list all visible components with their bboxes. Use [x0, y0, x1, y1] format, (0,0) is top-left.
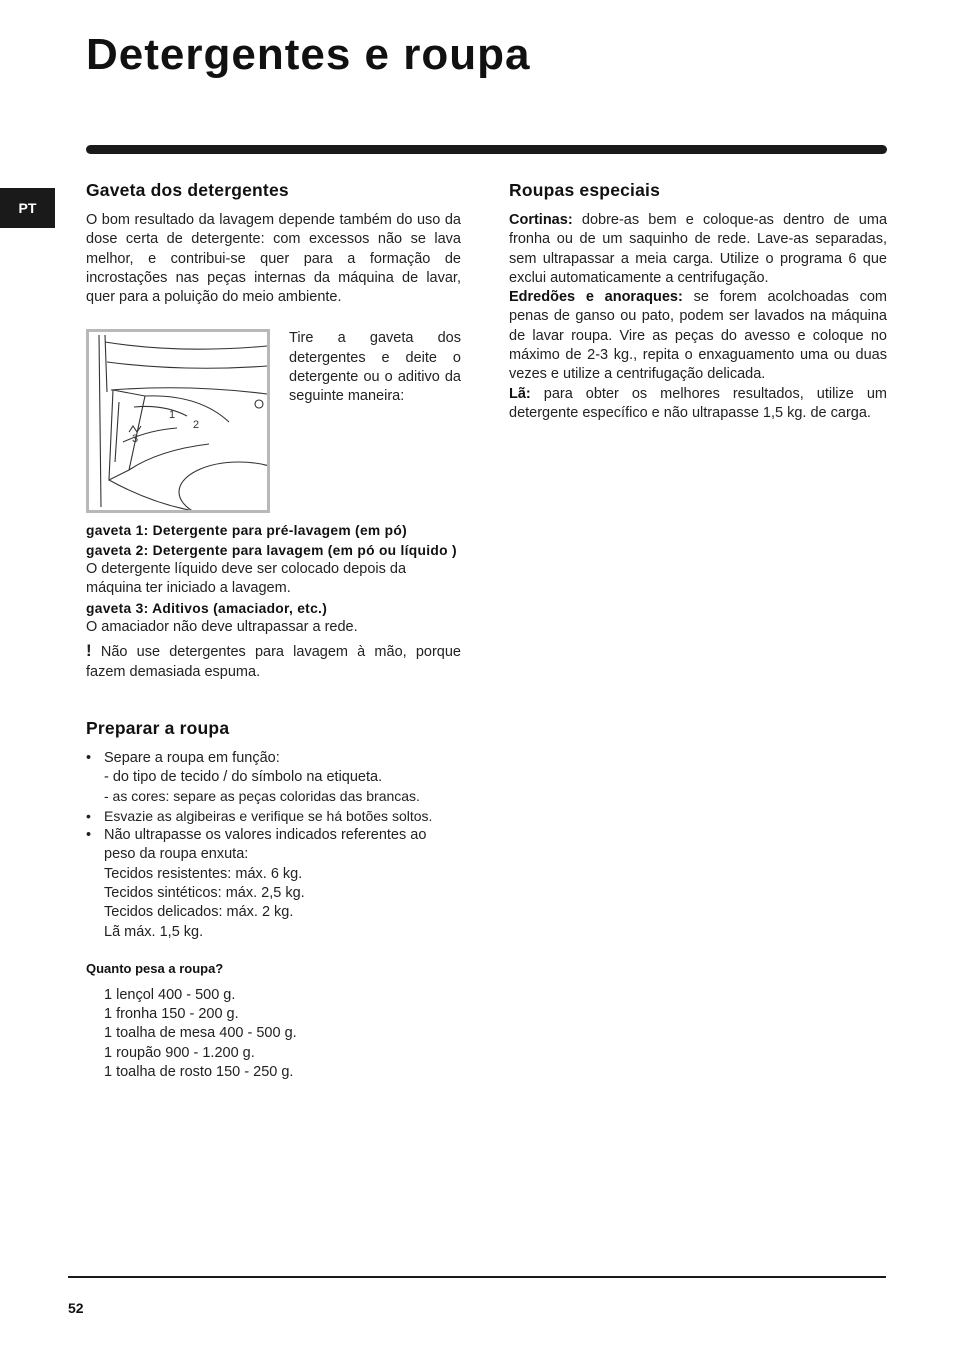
bullet-subtext: Lã máx. 1,5 kg. [104, 923, 204, 940]
left-column [86, 180, 461, 1082]
la-text: para obter os melhores resultados, utilize um detergente específico e não ultrapasse 1,5 kg. de carga. [509, 385, 887, 421]
cortinas-label: Cortinas: [509, 212, 573, 228]
section-heading-roupas: Roupas especiais [509, 180, 661, 200]
weight-item: 1 toalha de rosto 150 - 250 g. [104, 1064, 294, 1081]
weight-heading: Quanto pesa a roupa? [86, 960, 224, 976]
detergent-drawer-illustration [86, 329, 270, 513]
edredoes-label: Edredões e anoraques: [509, 289, 683, 306]
preparar-section [86, 718, 461, 1082]
compartment-list [86, 521, 461, 681]
section-heading-preparar: Preparar a roupa [86, 717, 230, 738]
drawer-label-1: 1 [169, 409, 176, 422]
detergent-drawer-icon [89, 332, 267, 510]
warning-note [86, 641, 461, 682]
cortinas-paragraph [509, 211, 887, 288]
weight-item: 1 lençol 400 - 500 g. [104, 986, 236, 1003]
drawer-label-3: 3 [132, 433, 139, 446]
right-column [509, 180, 887, 423]
list-item [86, 749, 461, 807]
la-label: Lã: [509, 385, 531, 402]
la-paragraph [509, 385, 887, 424]
compartment-2: gaveta 2: Detergente para lavagem (em pó ou líquido ) [86, 542, 457, 558]
warning-icon: ! [86, 641, 92, 661]
warning-text: Não use detergentes para lavagem à mão, porque fazem demasiada espuma. [86, 644, 461, 680]
list-item: • Esvazie as algibeiras e verifique se há botões soltos. [86, 807, 461, 826]
list-item [86, 826, 461, 942]
compartment-2-note: O detergente líquido deve ser colocado depois da máquina ter iniciado a lavagem. [86, 561, 407, 597]
weight-item: 1 toalha de mesa 400 - 500 g. [104, 1025, 297, 1042]
bullet-subtext: Tecidos sintéticos: máx. 2,5 kg. [104, 884, 305, 901]
edredoes-text: se forem acolchoadas com penas de ganso ou pato, podem ser lavados na máquina de lavar roupa. Vire as peças do avesso e coloque no máximo de 2-3 kg., repita o enxaguamento uma ou duas vezes e utilize a centrifugação delicada. [509, 289, 888, 383]
bullet-text: • Separe a roupa em função: [104, 749, 280, 766]
preparar-list [86, 749, 461, 942]
weight-item: 1 roupão 900 - 1.200 g. [104, 1044, 255, 1061]
compartment-1: gaveta 1: Detergente para pré-lavagem (em pó) [86, 523, 407, 539]
gaveta-intro: O bom resultado da lavagem depende também do uso da dose certa de detergente: com excessos não se lava melhor, e contribui-se quer para a formação de incrostações nas peças internas da máquina de lavar, quer para a poluição do meio ambiente. [86, 212, 461, 306]
cortinas-text: dobre-as bem e coloque-as dentro de uma fronha ou de um saquinho de rede. Lave-as separadas, sem ultrapassar a meia carga. Utilize o programa 6 que exclui automaticamente a centrifugação. [509, 212, 888, 286]
bullet-subtext: - as cores: separe as peças coloridas das brancas. [104, 788, 420, 805]
compartment-3: gaveta 3: Aditivos (amaciador, etc.) [86, 600, 328, 616]
edredoes-paragraph [509, 288, 887, 384]
figure-caption: Tire a gaveta dos detergentes e deite o detergente ou o aditivo da seguinte maneira: [289, 330, 461, 405]
drawer-label-2: 2 [193, 419, 200, 432]
page-title: Detergentes e roupa [86, 30, 531, 79]
weight-list [86, 986, 461, 1082]
section-heading-gaveta: Gaveta dos detergentes [86, 180, 289, 200]
bullet-text: • Não ultrapasse os valores indicados referentes ao peso da roupa enxuta: [104, 827, 427, 863]
page-number: 52 [68, 1300, 84, 1316]
weight-item: 1 fronha 150 - 200 g. [104, 1006, 239, 1023]
bullet-subtext: - do tipo de tecido / do símbolo na etiqueta. [104, 769, 383, 786]
footer-divider [68, 1276, 886, 1278]
bullet-subtext: Tecidos resistentes: máx. 6 kg. [104, 865, 303, 882]
compartment-3-note: O amaciador não deve ultrapassar a rede. [86, 618, 358, 635]
figure-row [86, 329, 461, 513]
bullet-subtext: Tecidos delicados: máx. 2 kg. [104, 904, 294, 921]
language-tab: PT [0, 188, 55, 228]
title-divider [86, 145, 887, 154]
